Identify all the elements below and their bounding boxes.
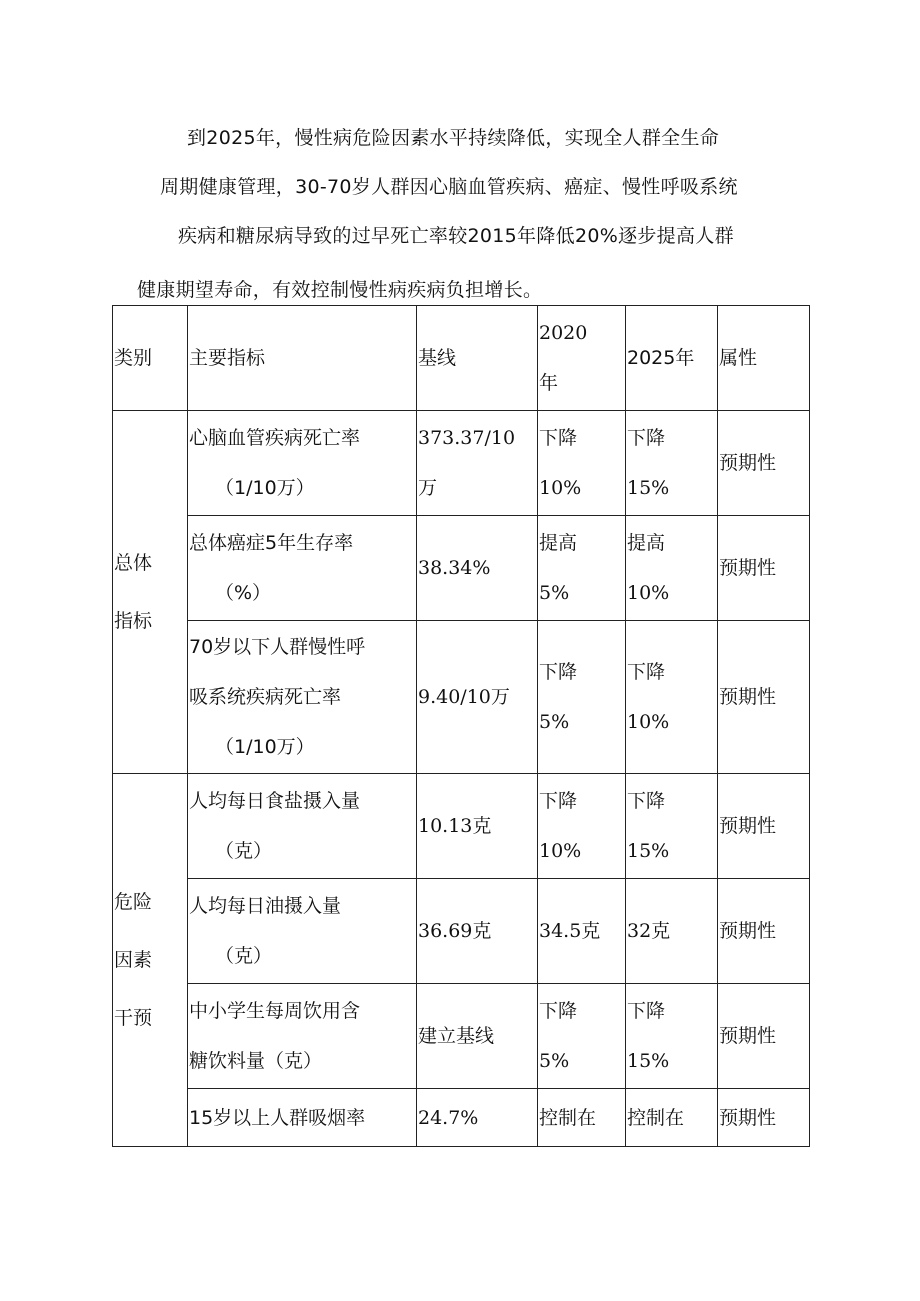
header-category: 类别 <box>113 306 188 411</box>
table-row <box>113 621 810 774</box>
baseline-cell: 建立基线 <box>417 984 538 1089</box>
table-header-row <box>113 306 810 411</box>
indicator-cell: 70岁以下人群慢性呼 吸系统疾病死亡率 （1/10万） <box>188 621 417 774</box>
baseline-cell: 9.40/10万 <box>417 621 538 774</box>
target-2020-cell: 提高 5% <box>538 516 626 621</box>
target-2020-cell: 控制在 <box>538 1089 626 1147</box>
indicator-cell: 心脑血管疾病死亡率 （1/10万） <box>188 411 417 516</box>
target-2025-cell: 下降 15% <box>626 774 718 879</box>
target-2025-cell: 32克 <box>626 879 718 984</box>
indicator-cell: 人均每日油摄入量 （克） <box>188 879 417 984</box>
attribute-cell: 预期性 <box>718 621 810 774</box>
table-row <box>113 984 810 1089</box>
indicators-table <box>112 305 810 1147</box>
header-2025: 2025年 <box>626 306 718 411</box>
table-row <box>113 879 810 984</box>
attribute-cell: 预期性 <box>718 879 810 984</box>
header-2020: 2020 年 <box>538 306 626 411</box>
baseline-cell: 24.7% <box>417 1089 538 1147</box>
target-2025-cell: 提高 10% <box>626 516 718 621</box>
baseline-cell: 38.34% <box>417 516 538 621</box>
target-2025-cell: 控制在 <box>626 1089 718 1147</box>
attribute-cell: 预期性 <box>718 774 810 879</box>
paragraph-line: 到2025年，慢性病危险因素水平持续降低，实现全人群全生命 <box>187 127 720 149</box>
target-2025-cell: 下降 15% <box>626 411 718 516</box>
attribute-cell: 预期性 <box>718 1089 810 1147</box>
attribute-cell: 预期性 <box>718 516 810 621</box>
header-baseline: 基线 <box>417 306 538 411</box>
target-2020-cell: 下降 5% <box>538 984 626 1089</box>
table-row <box>113 1089 810 1147</box>
paragraph-line: 健康期望寿命，有效控制慢性病疾病负担增长。 <box>137 279 543 301</box>
baseline-cell: 10.13克 <box>417 774 538 879</box>
attribute-cell: 预期性 <box>718 411 810 516</box>
indicator-cell: 中小学生每周饮用含 糖饮料量（克） <box>188 984 417 1089</box>
target-2025-cell: 下降 10% <box>626 621 718 774</box>
baseline-cell: 373.37/10 万 <box>417 411 538 516</box>
indicator-cell: 人均每日食盐摄入量 （克） <box>188 774 417 879</box>
category-overall: 总体 指标 <box>113 411 188 774</box>
table-row <box>113 516 810 621</box>
category-risk-factors: 危险 因素 干预 <box>113 774 188 1147</box>
header-indicator: 主要指标 <box>188 306 417 411</box>
paragraph-line: 疾病和糖尿病导致的过早死亡率较2015年降低20%逐步提高人群 <box>178 225 734 247</box>
target-2020-cell: 下降 10% <box>538 411 626 516</box>
baseline-cell: 36.69克 <box>417 879 538 984</box>
indicator-cell: 总体癌症5年生存率 （%） <box>188 516 417 621</box>
table-row <box>113 774 810 879</box>
target-2020-cell: 下降 10% <box>538 774 626 879</box>
attribute-cell: 预期性 <box>718 984 810 1089</box>
target-2020-cell: 下降 5% <box>538 621 626 774</box>
paragraph-line: 周期健康管理，30-70岁人群因心脑血管疾病、癌症、慢性呼吸系统 <box>160 176 738 198</box>
target-2025-cell: 下降 15% <box>626 984 718 1089</box>
indicator-cell: 15岁以上人群吸烟率 <box>188 1089 417 1147</box>
header-attribute: 属性 <box>718 306 810 411</box>
table-row <box>113 411 810 516</box>
target-2020-cell: 34.5克 <box>538 879 626 984</box>
